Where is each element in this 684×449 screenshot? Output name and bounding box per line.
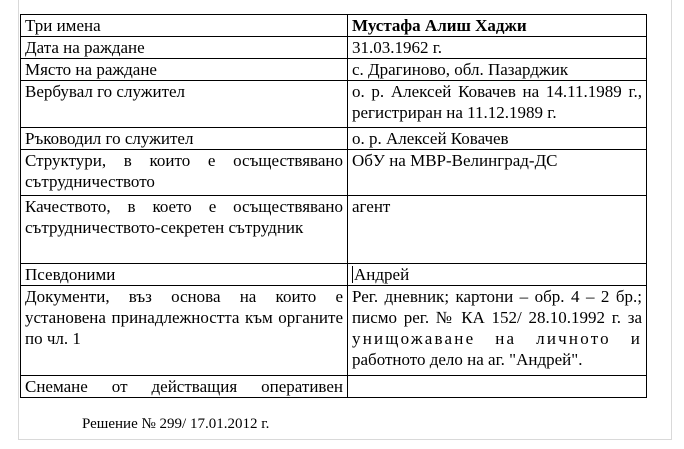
decision-caption: Решение № 299/ 17.01.2012 г.	[82, 416, 270, 432]
table-row	[21, 376, 647, 398]
label-birth-place: Място на раждане	[21, 59, 348, 81]
value-structures: ОбУ на МВР-Велинград-ДС	[348, 150, 647, 196]
table-row	[21, 37, 647, 59]
documents-line-3: унищожаване на личното и	[352, 329, 642, 348]
value-pseudonyms	[348, 264, 647, 286]
table-row	[21, 264, 647, 286]
table-row	[21, 196, 647, 264]
label-structures: Структури, в които е осъществявано сътрудничеството	[21, 150, 348, 196]
value-recruiting-officer: о. р. Алексей Ковачев на 14.11.1989 г., регистриран на 11.12.1989 г.	[348, 81, 647, 128]
documents-line-4: работното дело на аг. "Андрей".	[352, 350, 583, 369]
table-row	[21, 15, 647, 37]
table-row	[21, 150, 647, 196]
table-row	[21, 81, 647, 128]
label-removal: Снемане от действащия оперативен	[21, 376, 348, 398]
value-removal	[348, 376, 647, 398]
text-cursor	[352, 266, 353, 283]
label-birth-date: Дата на раждане	[21, 37, 348, 59]
label-recruiting-officer: Вербувал го служител	[21, 81, 348, 128]
label-handling-officer: Ръководил го служител	[21, 128, 348, 150]
label-pseudonyms: Псевдоними	[21, 264, 348, 286]
label-names: Три имена	[21, 15, 348, 37]
value-capacity: агент	[348, 196, 647, 264]
value-names: Мустафа Алиш Хаджи	[348, 15, 647, 37]
table-row	[21, 59, 647, 81]
label-capacity: Качеството, в което е осъществявано сътрудничеството-секретен сътрудник	[21, 196, 348, 264]
label-documents: Документи, въз основа на които е установена принадлежността към органите по чл. 1	[21, 286, 348, 376]
table-row	[21, 286, 647, 376]
documents-line-2: писмо рег. № КА 152/ 28.10.1992 г. за	[352, 308, 642, 327]
table-row	[21, 128, 647, 150]
value-birth-place: с. Драгиново, обл. Пазарджик	[348, 59, 647, 81]
value-handling-officer: о. р. Алексей Ковачев	[348, 128, 647, 150]
pseudonym-text: Андрей	[354, 265, 410, 284]
value-birth-date: 31.03.1962 г.	[348, 37, 647, 59]
value-documents	[348, 286, 647, 376]
record-table	[20, 14, 647, 398]
documents-line-1: Рег. дневник; картони – обр. 4 – 2 бр.;	[352, 287, 642, 306]
